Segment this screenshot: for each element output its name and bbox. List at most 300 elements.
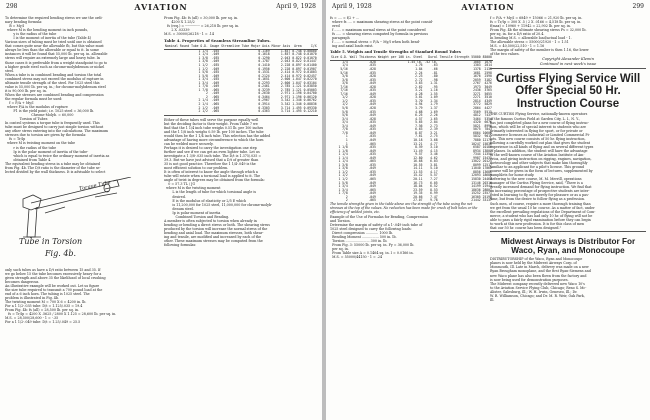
table4-cell: .049 <box>211 105 220 110</box>
table4-cell: 0.01447 <box>303 59 317 64</box>
midwest-article-text: DISTRIBUTORSHIP of the Waco, Ryan and Monocoupe planes is now held by the Midwest Airways Corp. of Monmouth, Ill. Late in March, delivery was made on a new Ryan Brougham monoplane, and the first Ryan-Siemens and new Waco plane has also been flown from the factory and is now being used for demonstration purposes. The Midwest company recently delivered new Waco 10's to the Aviation Service Flying Club, Chicago; Reno S. Mc- Alister, Galesburg, Ill.; W. H. Irwin, Geneseo, Ill.; Dr. W. R. Williamson, Chicago; and Dr. M. R. Weir, Oak Park, Ill. <box>490 257 591 302</box>
table5-cell: 9.78 <box>430 198 438 203</box>
table5-cell: 7.56 <box>415 123 423 128</box>
table5-cell: 5/16 <box>340 67 348 72</box>
table4-cell: 0.01070 <box>303 55 317 60</box>
left-date: April 9, 1928 <box>276 3 316 10</box>
table5-cell: 8934 <box>473 148 481 153</box>
table5-cell: 1.79 <box>430 102 438 107</box>
table5-cell: 8.87 <box>415 130 423 135</box>
table5-cell: 1.09 <box>430 95 438 100</box>
table5-cell: .035 <box>368 88 376 93</box>
table5-cell: 3.79 <box>415 106 423 111</box>
curtiss-headline: Curtiss Flying Service Will Offer Special 50 Hr. Instruction Course <box>495 72 641 110</box>
table5-cell: 5515 <box>484 109 492 114</box>
table5-cell: 2059 <box>473 77 481 82</box>
table4-cell: 0.2630 <box>258 91 270 96</box>
table4-cell: 0.01400 <box>303 62 317 67</box>
table4-cell: 0.04700 <box>303 91 317 96</box>
table5-cell: 6587 <box>473 145 481 150</box>
table5-cell: 3/8 <box>342 81 348 86</box>
table5-cell: 3.70 <box>415 98 423 103</box>
table4-cell: 1.857 <box>280 52 291 57</box>
table5-cell: 2.73 <box>430 123 438 128</box>
table5-cell: 1676 <box>473 74 481 79</box>
table5-cell: .049 <box>368 113 376 118</box>
table5-cell: .049 <box>368 137 376 142</box>
table4-row <box>164 110 318 114</box>
table5-cell: .049 <box>368 130 376 135</box>
table4-cell: 0.1787 <box>258 59 270 64</box>
table5-cell: .81 <box>432 70 438 75</box>
table5-cell: 13.21 <box>413 141 423 146</box>
table5-cell: 20125 <box>482 159 492 164</box>
table5-cell: 1 1/2 <box>338 169 348 174</box>
table5-cell: 6.05 <box>430 180 438 185</box>
table5-cell: 5832 <box>473 134 481 139</box>
table5-cell: 1 <box>345 134 348 139</box>
table5-cell: 2767 <box>473 81 481 86</box>
table5-cell: 1973 <box>473 84 481 89</box>
table4-cell: 0.1290 <box>258 55 270 60</box>
table5-cell: 15.42 <box>413 173 423 178</box>
table5-cell: 23.59 <box>413 187 423 192</box>
left-column-1 <box>5 16 157 324</box>
table5-cell: .049 <box>368 155 376 160</box>
table5-cell: 3772 <box>473 102 481 107</box>
table5-cell: 3765 <box>484 88 492 93</box>
table5-cell: 15252 <box>471 191 481 196</box>
table4-cell: 0.897 <box>292 62 302 67</box>
table5-cell: 12093 <box>471 173 481 178</box>
table5-cell: 1 1/4 <box>338 159 348 164</box>
table5-cell: 3.01 <box>415 95 423 100</box>
right-page-number: 299 <box>632 3 644 10</box>
table5-cell: .035 <box>368 169 376 174</box>
left-masthead: AVIATION <box>134 2 188 12</box>
table5-cell: 16.73 <box>413 180 423 185</box>
table5-cell: 2271 <box>473 95 481 100</box>
table4-cell: 1.047 <box>292 77 302 82</box>
table5-cell: 3/4 <box>342 123 348 128</box>
table4-cell: 0.1410 <box>258 62 270 67</box>
table5-cell: 1.69 <box>430 109 438 114</box>
table4-cell: 0.06120 <box>303 94 317 99</box>
table5-cell: 1 1/4 <box>338 152 348 157</box>
table4-cell: 1.047 <box>292 80 302 85</box>
table4-cell: 0.02270 <box>303 77 317 82</box>
table5-header-cell: Weight per 100 in. Steel <box>377 55 423 60</box>
table5-cell: .80 <box>432 74 438 79</box>
table4-cell: 0.2124 <box>258 73 270 78</box>
table5-cell: 3464 <box>473 116 481 121</box>
right-page <box>326 0 650 420</box>
table5-cell: .049 <box>368 184 376 189</box>
table5-cell: 6.25 <box>415 113 423 118</box>
table5-cell: 5075 <box>473 127 481 132</box>
table4-cell: 1.495 <box>292 105 302 110</box>
table4-cell: 2.414 <box>280 73 291 78</box>
table4-cell: 2.785 <box>280 84 291 89</box>
table5-cell: 4320 <box>473 120 481 125</box>
table4-cell: 0.05003 <box>303 87 317 92</box>
table5-cell: 7/16 <box>340 84 348 89</box>
table4-cell: .035 <box>211 70 220 75</box>
table4-cell: 0.748 <box>292 48 302 53</box>
table4-cell: 1 7/8 <box>198 84 208 89</box>
table5-cell: 7/8 <box>342 127 348 132</box>
table4-cell: 1 3/4 <box>198 80 208 85</box>
table5-cell: 3.46 <box>430 152 438 157</box>
table4-cell: 0.08836 <box>303 101 317 106</box>
table5-cell: 16305 <box>471 194 481 199</box>
table4-title: Table 4. Properties of Seamless Streamline Tubes. <box>164 38 271 44</box>
table5-cell: 1/2 <box>342 102 348 107</box>
table5-cell: 3/8 <box>342 74 348 79</box>
table5-cell: 13146 <box>471 180 481 185</box>
table5-cell: 10608 <box>482 130 492 135</box>
table5-cell: 1 <box>345 137 348 142</box>
table5-cell: 1678 <box>484 59 492 64</box>
table4-cell: 0.2967 <box>258 98 270 103</box>
table5-cell: 1 5/8 <box>338 180 348 185</box>
table5-cell: 3.81 <box>430 162 438 167</box>
table4-cell: .065 <box>211 87 220 92</box>
table5-cell: 2 <box>345 194 348 199</box>
table4-cell: .049 <box>211 98 220 103</box>
midwest-headline: Midwest Airways is Distributor For Waco, Ryan, and Monocoupe <box>500 237 636 256</box>
table5-cell: 1.55 <box>430 91 438 96</box>
table5-cell: 9.57 <box>415 152 423 157</box>
table4-cell: 1.857 <box>280 48 291 53</box>
table5-cell: 7/16 <box>340 88 348 93</box>
table5-cell: 4.94 <box>415 102 423 107</box>
table5-cell: 3569 <box>473 109 481 114</box>
table5-cell: 13807 <box>482 148 492 153</box>
table4-cell: 2 1/4 <box>198 101 208 106</box>
left-header <box>4 3 318 15</box>
table5-cell: 3.68 <box>430 137 438 142</box>
table4-cell: 1.346 <box>292 98 302 103</box>
table5-cell: .065 <box>368 187 376 192</box>
table5-cell: 5/8 <box>342 113 348 118</box>
table5-cell: 1 1/2 <box>338 176 348 181</box>
curtiss-article-text: THE CURTISS Flying Service, nationally-known operators of the famous Curtiss Field at Garden City, L. I., N. Y., has just completed plans for a new course of flying instruc- tion, which will be of special interest to students who are primarily interested in flying for sport, or for private or Commerce licenses as Industrial or Limited Commercial Pi- lots. This new course consists of 50 hr. flying instruction, following a carefully worked out plan that gives the student experience in all kinds of flying and on several different types of planes. In addition, the student will have the advantage of the well-known course of the Aviation Institute of Am- erica, and giving instruction on rigging, engines, navigation, meteorology and other subjects that make him thoroughly familiar to an applicant for a pilot's license. This ground course will be given in the form of lectures, supplemented by pamphlets for home study. Referring to the new course, M. M. Merrill, operations manager of the Curtiss Flying Service, said, "There is a greatly increased demand for flying instruction. We find that an increasing percentage of prospective students are inter- ested in learning to fly, not merely for pleasure or as a pas- time, but from the desire to follow flying as a profession. Such men, of course, require a more thorough training than we get from the usual 10 hr. course. As a matter of fact, under the excellent prevailing regulations of the Department of Com- merce, a student who has had only 10 hr. of flying will not be able to pass a fairly rigid examination before they can begin to work at this new profession. It is for this class of men that our 50 hr. course has been designed." <box>490 112 596 230</box>
table4-cell: .065 <box>211 94 220 99</box>
table5-cell: 1/4 <box>342 63 348 68</box>
table5-cell: .065 <box>368 176 376 181</box>
table4-cell: .049 <box>211 73 220 78</box>
table5-cell: 7/16 <box>340 91 348 96</box>
table4-cell: 2 1/2 <box>198 109 208 114</box>
table5-cell: .028 <box>368 116 376 121</box>
table5-cell: .065 <box>368 159 376 164</box>
table4-cell: 1.121 <box>292 84 302 89</box>
right-header <box>330 3 646 15</box>
table4-cell: 0.822 <box>292 59 302 64</box>
table4-cell: .065 <box>211 101 220 106</box>
table5-cell: 4276 <box>484 81 492 86</box>
table4-cell: .049 <box>211 84 220 89</box>
table4-cell: 1 3/4 <box>198 77 208 82</box>
table5-cell: 27.07 <box>413 198 423 203</box>
table5-cell: 4.77 <box>430 141 438 146</box>
table5-cell: 8099 <box>473 162 481 167</box>
table4-cell: 0.3914 <box>258 101 270 106</box>
table5-header-cell: Tensile Strength 55000 <box>439 55 481 60</box>
table5-cell: 4.15 <box>430 148 438 153</box>
table5-cell: 5354 <box>484 116 492 121</box>
table5-cell: 2864 <box>473 106 481 111</box>
table4-cell: 0.748 <box>292 52 302 57</box>
table5-cell: 12.80 <box>413 155 423 160</box>
right-col2-text-top: f = P/A + My/I = 6849 + 15066 = 21,920 lb. per sq. in. fs = Tr/Ip = 300 X .5 / 2 X .0166 = 4,518 lb. per sq. in. f(max) = 10960 + 11942 = 22,902 lb. per sq. in. From Fig. 4b the ultimate shearing stress Fs = 32,000 lb. per sq. in. for a D/t ratio of 20.4. In bending M.S. = allowable load/actual load - 1. The allowable stress = 55000/21920 - 1 = 1.51 M.S. = 40,500/22,510 - 1 = 1.16 The margin of safety of the member is then 1.16, the lower of the two values. <box>490 16 589 57</box>
table5-cell: 5821 <box>473 123 481 128</box>
right-date: April 9, 1928 <box>332 3 372 10</box>
table5-cell: 4812 <box>473 113 481 118</box>
table5-cell: 19.35 <box>413 191 423 196</box>
table4-cell: 0.09330 <box>303 105 317 110</box>
table5-cell: 13686 <box>482 169 492 174</box>
right-column-2 <box>490 16 646 302</box>
table5-cell: 5/8 <box>342 106 348 111</box>
table5-cell: 3182 <box>484 77 492 82</box>
table5-cell: 5829 <box>484 102 492 107</box>
table5-cell: 18.04 <box>413 184 423 189</box>
table5-cell: 11350 <box>482 152 492 157</box>
continued-line: Continued in next week's issue <box>539 62 597 67</box>
table5-cell: 1085 <box>473 59 481 64</box>
table5-cell: 5.57 <box>430 173 438 178</box>
table5-cell: 11.53 <box>413 169 423 174</box>
table5-cell: 12517 <box>482 162 492 167</box>
table4-cell: 0.06762 <box>303 98 317 103</box>
table5-cell: 10180 <box>482 145 492 150</box>
table5-cell: .028 <box>368 59 376 64</box>
table4-cell: 2.971 <box>280 94 291 99</box>
table5-cell: .028 <box>368 74 376 79</box>
table5-cell: 2.39 <box>430 127 438 132</box>
table5-cell: .035 <box>368 145 376 150</box>
table5-cell: .049 <box>368 148 376 153</box>
table4-cell: .035 <box>211 77 220 82</box>
table5-header-cell: Size O.D. <box>331 55 348 60</box>
table5-cell: 7.27 <box>430 176 438 181</box>
table4-cell: 0.1651 <box>258 77 270 82</box>
table5-title: Table 5. Weights and Tensile Strengths of Standard Round Tubes <box>330 50 461 55</box>
table4-cell: 1 1/4 <box>198 52 208 57</box>
table4-header-cell: Minor Axis <box>271 44 291 49</box>
table5-note: The tensile strengths given in the table above are the strength of the tube using the net stresses at the top of the values. No reduction has been made for crush of bolt holes or the efficiency of welded joints, etc. <box>330 201 478 214</box>
table4-cell: .049 <box>211 66 220 71</box>
table5-cell: 4.62 <box>430 155 438 160</box>
table5-cell: 4.68 <box>415 109 423 114</box>
table5-cell: .63 <box>432 63 438 68</box>
table5-cell: 6.03 <box>430 159 438 164</box>
table5-cell: 20.11 <box>413 176 423 181</box>
table5-cell: 1.31 <box>430 81 438 86</box>
left-col1-text-top: To determine the required bending stress we use the ordi- nary bending formula: B = My/I where M is the bending moment in inch pounds, y is the radius of the tube I is the moment of inertia of the tube (Table 4) Various sizes of tubing must be tried until one is obtained that comes quite near the allowable fb, but this value must always be less than the allowable or equal to it. In some instances it will be found that 55,000 lb. per sq. in. allowable stress will require an extremely large and heavy tube. In those cases it is preferable from a weight standpoint to go to a higher grade steel such as chrome-molybdenum or nickel steel. When a tube is in combined bending and torsion the total combined stress may not exceed the modulus of rupture in ultimate tensile strength of the steel. For 1025 steel this value is 55,000 lb. per sq. in.; for chrome-molybdenum steel it is 90,000 lb. per sq. in. When the stresses are combined bending and compression the regular formula must be used: f = P/A + My/I where P/A is the modulus of rupture F1 is the yield point; i.e. 1025 steel = 36,000 lb. Chrome-Molyb. = 60,000 Torsion of Tubes In control systems a torque tube is frequently used. This tube must be designed to carry just simple torsion without any other stress entering into the calculations. The maximum stresses due to torsion are given by the formula: fs = Tr/Ip where M is twisting moment on the tube r is the radius of the tube Ip is the polar moment of inertia of the tube- which is equal to twice the ordinary moment of inertia as obtained from Table 4. The equivalent bending stress in a tube may be obtained from Fig. 4b. The D/t ratio is the diameter of the tube se- lected divided by the wall thickness. It is advisable to select <box>5 16 110 174</box>
table5-cell: .035 <box>368 77 376 82</box>
table4-cell: 2 <box>205 94 208 99</box>
table4-cell: 2.228 <box>280 66 291 71</box>
table5-cell: 1.84 <box>415 67 423 72</box>
table5-cell: 2.26 <box>430 113 438 118</box>
table4-header-cell: Nominal Round Tube O.D. <box>165 44 208 49</box>
table5-cell: .049 <box>368 173 376 178</box>
table5-cell: 1 1/4 <box>338 155 348 160</box>
table4-cell: 0.03104 <box>303 80 317 85</box>
table5-cell: 5/8 <box>342 109 348 114</box>
table5-cell: 2130 <box>484 67 492 72</box>
left-col2-text-top: From Fig. 4b: fs (all) = 30,000 lb. per sq. in. 4200 X 1.25/2 fs (req.) = ------------- = 26,218 lb. per sq. in. 2 X .03339 M.S. = 30000/26218 - 1 = .14 <box>164 16 240 37</box>
table5-cell: 10247 <box>471 141 481 146</box>
table4-header-cell: Area <box>291 45 302 49</box>
table4-cell: .049 <box>211 59 220 64</box>
table5-cell: 1303 <box>473 63 481 68</box>
table5-cell: 2.23 <box>415 74 423 79</box>
table5-cell: 4349 <box>484 98 492 103</box>
table5-cell: 2.62 <box>415 84 423 89</box>
table5-cell: .049 <box>368 102 376 107</box>
table4-cell: 2.228 <box>280 62 291 67</box>
table4-cell: 2 <box>205 91 208 96</box>
table5-cell: .035 <box>368 134 376 139</box>
table5-cell: 3/8 <box>342 77 348 82</box>
table5-cell: 7/8 <box>342 130 348 135</box>
table4-cell: 2.600 <box>280 80 291 85</box>
table5-cell: 1 3/4 <box>338 184 348 189</box>
table4-cell: 3.342 <box>280 98 291 103</box>
table5-cell: 6.99 <box>430 191 438 196</box>
table4-cell: .035 <box>211 48 220 53</box>
left-col1-text-bottom: only such tubes as have a D/t ratio between 15 and 35. If we go below 15 the tube becomes excessively heavy for a given strength and above 35 the likelihood of local crushing becomes dangerous. An illustrative example will be worked out. Let us figure the size tube required to transmit a 700 pound load at the end of a 6 inch horn. The tubing is 1025 steel. The problem is illustrated in Fig. 4b. The twisting moment M = 700 X 6 = 4200 in. lb. For a 1 1/2-.035 tube: D/t = 1.125/.035 = 19.4 From Fig. 4b: fs (all) = 28,500 lb. per sq. in. fs = Tr/Ip = 4200 X .5625 / 2800 X 1.125 = 28,600 lb. per sq. in. M.S. = 28,500/28,600 - 1 = -.35 For a 1 1/2-.049 tube: D/t = 1.25/.049 = 25.5 <box>5 267 117 325</box>
left-column-2 <box>164 16 318 247</box>
table5-cell: 25198 <box>482 194 492 199</box>
table5-cell: 3/4 <box>342 116 348 121</box>
table4-cell: 0.1956 <box>258 66 270 71</box>
table5-cell: .049 <box>368 123 376 128</box>
table5-cell: 1.76 <box>415 63 423 68</box>
table4-cell: .049 <box>211 52 220 57</box>
table4-cell: 3.714 <box>280 109 291 114</box>
table5-cell: 10.55 <box>413 162 423 167</box>
table5-cell: 1 1/2 <box>338 173 348 178</box>
table4-cell: 2.971 <box>280 91 291 96</box>
table4-cell: 1.196 <box>292 91 302 96</box>
table5-cell: 1 1/8 <box>338 145 348 150</box>
table5-cell: 2814 <box>473 98 481 103</box>
table4-cell: 1 5/8 <box>198 73 208 78</box>
table4-cell: 0.1531 <box>258 70 270 75</box>
table4-cell: 2.043 <box>280 59 291 64</box>
right-masthead: AVIATION <box>461 2 515 12</box>
table5-cell: 28801 <box>482 187 492 192</box>
table5-cell: 7843 <box>484 127 492 132</box>
table5-cell: 3.21 <box>430 130 438 135</box>
table4-cell: 1 1/2 <box>198 66 208 71</box>
table5-cell: .028 <box>368 67 376 72</box>
table5-cell: .049 <box>368 180 376 185</box>
table4-cell: 1 3/8 <box>198 59 208 64</box>
table5-cell: .98 <box>432 77 438 82</box>
table5-header-cell: Wall Thickness <box>349 55 376 60</box>
table4-cell: 0.972 <box>292 73 302 78</box>
table5-cell: .065 <box>368 198 376 203</box>
table4-cell: 0.3303 <box>258 105 270 110</box>
table5-cell: 2598 <box>484 70 492 75</box>
table4-header-cell: Gauge <box>209 44 220 49</box>
table5-cell: 6864 <box>473 130 481 135</box>
table5-cell: 1 1/8 <box>338 148 348 153</box>
table5-cell: 13022 <box>471 159 481 164</box>
table5-cell: 12178 <box>482 137 492 142</box>
table5-cell: .035 <box>368 162 376 167</box>
table5-cell: .52 lb. <box>424 59 438 64</box>
table5-cell: 3510 <box>484 95 492 100</box>
table5-cell: 1 <box>345 141 348 146</box>
table5-cell: 1 3/8 <box>338 162 348 167</box>
table5-cell: 8.59 <box>415 145 423 150</box>
table5-cell: 5.10 <box>430 166 438 171</box>
table4-cell: 2.043 <box>280 55 291 60</box>
table5-cell: 7344 <box>473 152 481 157</box>
table5-cell: 4.57 <box>415 116 423 121</box>
table5-cell: 2.72 <box>415 77 423 82</box>
table5-cell: 4427 <box>484 106 492 111</box>
table4-cell: 0.00800 <box>303 48 317 53</box>
table5-cell: 5055 <box>484 91 492 96</box>
table4-cell: 2.600 <box>280 77 291 82</box>
table4-cell: 0.2461 <box>258 84 270 89</box>
table5-header-cell: 85000 <box>482 55 492 60</box>
table4-cell: 0.1169 <box>258 48 270 53</box>
table4-cell: 2 1/4 <box>198 98 208 103</box>
left-page-number: 298 <box>6 3 18 10</box>
table5-cell: 1.34 <box>430 98 438 103</box>
table5-cell: .95 <box>432 84 438 89</box>
table5-cell: 1.45 lb. <box>407 59 423 64</box>
copyright-line: Copyright Alexander Klemin <box>542 57 594 62</box>
table4-cell: 1 1/4 <box>198 48 208 53</box>
table5-cell: 1 7/8 <box>338 191 348 196</box>
table5-cell: 21944 <box>482 184 492 189</box>
table4-header-cell: Streamline Tube Major Axis <box>221 44 270 49</box>
table5-cell: 8856 <box>473 169 481 174</box>
table5-cell: .035 <box>368 127 376 132</box>
table4-cell: 3.714 <box>280 105 291 110</box>
table4-cell: 0.822 <box>292 55 302 60</box>
table5-cell: 20.66 <box>413 194 423 199</box>
table5-cell: 16.68 <box>413 159 423 164</box>
left-page <box>0 0 322 420</box>
table5-cell: 1.16 <box>430 88 438 93</box>
table5-cell: 1.37 <box>430 106 438 111</box>
table5-cell: 8.53 <box>430 187 438 192</box>
table5-cell: .049 <box>368 194 376 199</box>
table4-cell: .065 <box>211 109 220 114</box>
table5-cell: 7437 <box>484 113 492 118</box>
table5-cell: .049 <box>368 91 376 96</box>
table5-cell: 2 <box>345 198 348 203</box>
table5-cell: 7.61 <box>415 134 423 139</box>
table5-cell: 1.65 <box>430 116 438 121</box>
table5-cell: 15836 <box>482 141 492 146</box>
table5-cell: 1378 <box>473 67 481 72</box>
table4-cell: 2.785 <box>280 87 291 92</box>
table4-cell: 3.342 <box>280 101 291 106</box>
table5-cell: 33137 <box>482 198 492 203</box>
